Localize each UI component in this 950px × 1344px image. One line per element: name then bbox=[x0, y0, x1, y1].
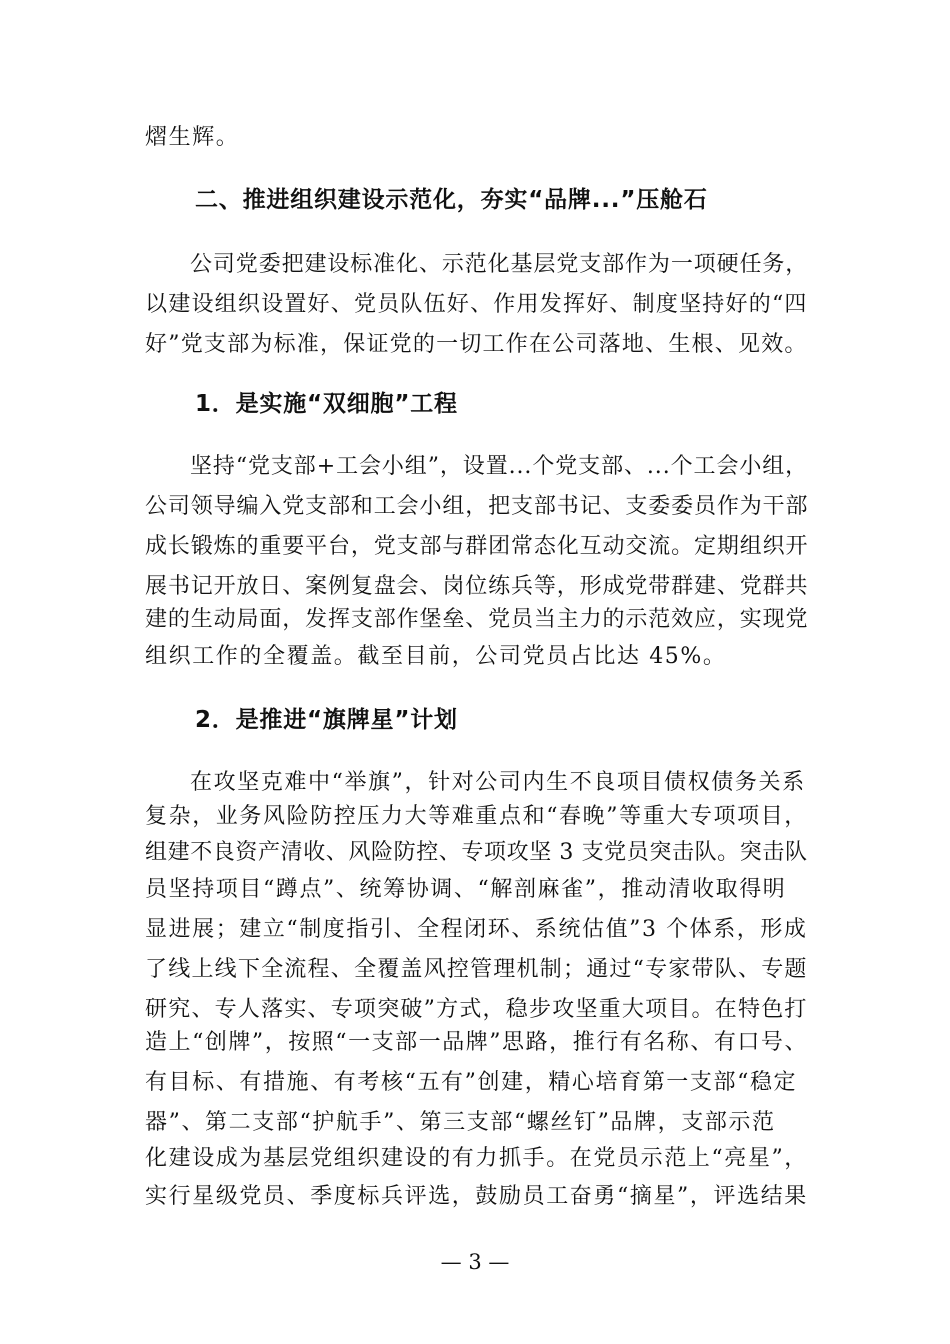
paragraph-line: 造上“创牌”，按照“一支部一品牌”思路，推行有名称、有口号、 bbox=[145, 1030, 808, 1055]
paragraph-line: 研究、专人落实、专项突破”方式，稳步攻坚重大项目。在特色打 bbox=[145, 997, 808, 1022]
paragraph-line: 实行星级党员、季度标兵评选，鼓励员工奋勇“摘星”，评选结果 bbox=[145, 1184, 808, 1209]
paragraph-line: 好”党支部为标准，保证党的一切工作在公司落地、生根、见效。 bbox=[145, 332, 808, 357]
paragraph-line: 了线上线下全流程、全覆盖风控管理机制；通过“专家带队、专题 bbox=[145, 957, 808, 982]
paragraph-line: 组建不良资产清收、风险防控、专项攻坚 3 支党员突击队。突击队 bbox=[145, 840, 808, 865]
paragraph-line: 组织工作的全覆盖。截至目前，公司党员占比达 45%。 bbox=[145, 644, 727, 669]
paragraph-line: 公司领导编入党支部和工会小组，把支部书记、支委委员作为干部 bbox=[145, 494, 809, 519]
paragraph-line: 熠生辉。 bbox=[145, 125, 240, 150]
page-number: — 3 — bbox=[440, 1250, 510, 1274]
paragraph-line: 复杂，业务风险防控压力大等难重点和“春晚”等重大专项项目， bbox=[145, 804, 808, 829]
paragraph-line: 建的生动局面，发挥支部作堡垒、党员当主力的示范效应，实现党 bbox=[145, 607, 809, 632]
paragraph-line: 成长锻炼的重要平台，党支部与群团常态化互动交流。定期组织开 bbox=[145, 534, 809, 559]
paragraph-line: 显进展；建立“制度指引、全程闭环、系统估值”3 个体系，形成 bbox=[145, 917, 808, 942]
paragraph-line: 有目标、有措施、有考核“五有”创建，精心培育第一支部“稳定 bbox=[145, 1070, 798, 1095]
paragraph-line: 化建设成为基层党组织建设的有力抓手。在党员示范上“亮星”， bbox=[145, 1146, 808, 1171]
subsection-heading: 1．是实施“双细胞”工程 bbox=[195, 391, 458, 417]
section-heading: 二、推进组织建设示范化，夯实“品牌...”压舱石 bbox=[195, 187, 708, 213]
paragraph-line: 坚持“党支部+工会小组”，设置...个党支部、...个工会小组， bbox=[190, 454, 809, 479]
paragraph-line: 员坚持项目“蹲点”、统筹协调、“解剖麻雀”，推动清收取得明 bbox=[145, 877, 787, 902]
paragraph-line: 以建设组织设置好、党员队伍好、作用发挥好、制度坚持好的“四 bbox=[145, 292, 808, 317]
paragraph-line: 公司党委把建设标准化、示范化基层党支部作为一项硬任务， bbox=[190, 252, 809, 277]
paragraph-line: 展书记开放日、案例复盘会、岗位练兵等，形成党带群建、党群共 bbox=[145, 574, 809, 599]
subsection-heading: 2．是推进“旗牌星”计划 bbox=[195, 707, 458, 733]
paragraph-line: 器”、第二支部“护航手”、第三支部“螺丝钉”品牌，支部示范 bbox=[145, 1110, 776, 1135]
paragraph-line: 在攻坚克难中“举旗”，针对公司内生不良项目债权债务关系 bbox=[190, 770, 806, 795]
